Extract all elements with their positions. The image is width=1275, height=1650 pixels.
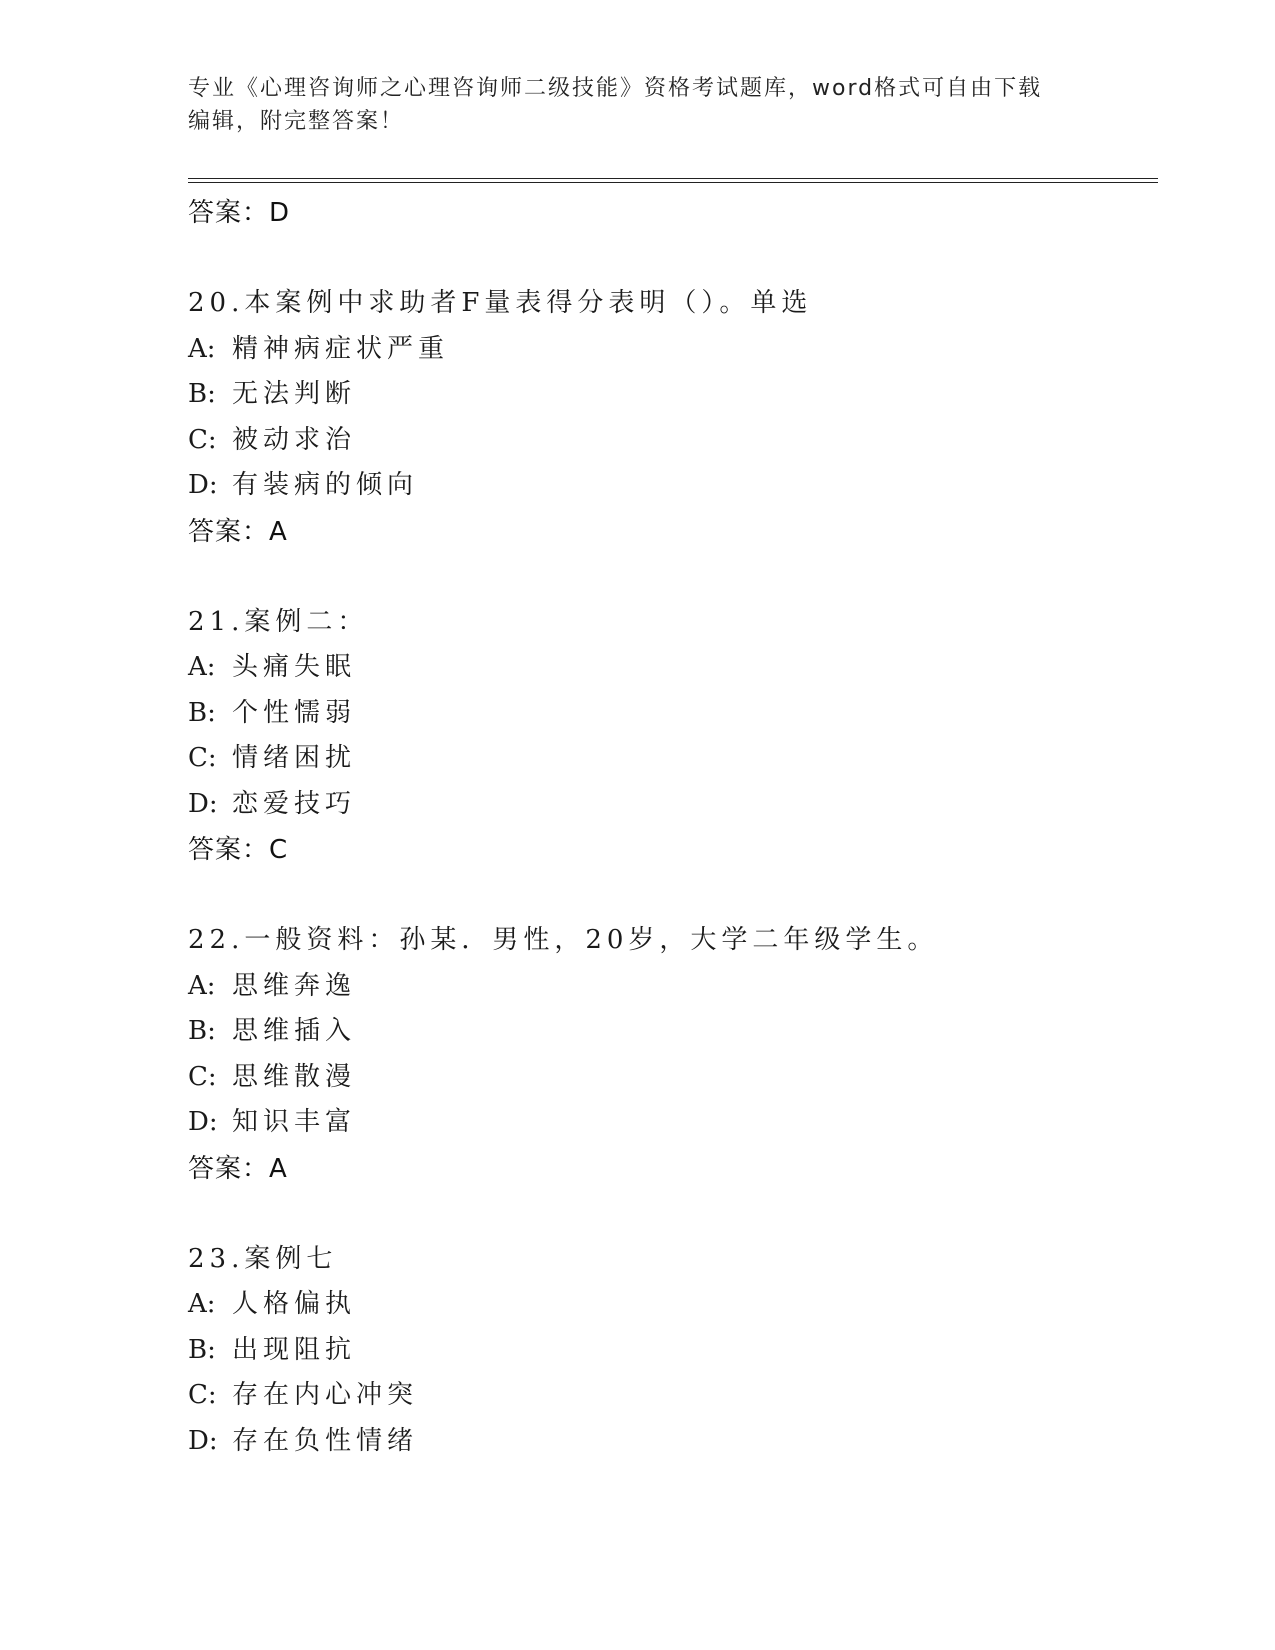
question-list bbox=[188, 190, 1148, 1464]
option-text: 精神病症状严重 bbox=[232, 333, 450, 364]
option-a bbox=[188, 1282, 1148, 1328]
option-text: 头痛失眠 bbox=[232, 652, 357, 682]
option-d bbox=[188, 782, 1148, 828]
option-letter: C: bbox=[188, 424, 217, 455]
question-item bbox=[188, 918, 1148, 1192]
option-text: 个性懦弱 bbox=[232, 697, 357, 728]
option-c bbox=[188, 418, 1148, 464]
option-letter: C: bbox=[188, 1380, 217, 1410]
option-text: 情绪困扰 bbox=[232, 743, 357, 773]
option-letter: B: bbox=[188, 1016, 216, 1046]
header-line-1: 专业《心理咨询师之心理咨询师二级技能》资格考试题库，word格式可自由下载 bbox=[188, 76, 1043, 101]
answer-line: 答案：D bbox=[188, 198, 291, 228]
option-d bbox=[188, 463, 1148, 509]
option-text: 存在内心冲突 bbox=[232, 1380, 419, 1410]
option-text: 出现阻抗 bbox=[232, 1334, 357, 1365]
option-letter: B: bbox=[188, 697, 216, 728]
question-item bbox=[188, 281, 1148, 555]
option-letter: A: bbox=[188, 333, 216, 364]
header-divider-bottom bbox=[188, 182, 1158, 183]
option-text: 有装病的倾向 bbox=[232, 470, 419, 500]
option-text: 思维散漫 bbox=[232, 1061, 357, 1092]
option-text: 思维奔逸 bbox=[232, 970, 357, 1001]
option-letter: C: bbox=[188, 743, 217, 773]
option-b bbox=[188, 372, 1148, 418]
document-header bbox=[188, 72, 1088, 138]
option-letter: C: bbox=[188, 1061, 217, 1092]
option-text: 被动求治 bbox=[232, 424, 357, 455]
option-letter: A: bbox=[188, 970, 216, 1001]
option-letter: D: bbox=[188, 788, 218, 819]
option-text: 思维插入 bbox=[232, 1016, 357, 1046]
question-stem: 23.案例七 bbox=[188, 1243, 338, 1274]
option-letter: A: bbox=[188, 652, 216, 682]
option-letter: D: bbox=[188, 470, 218, 500]
option-b bbox=[188, 691, 1148, 737]
option-c bbox=[188, 736, 1148, 782]
answer-line: 答案：C bbox=[188, 835, 289, 865]
option-b bbox=[188, 1009, 1148, 1055]
option-text: 人格偏执 bbox=[232, 1289, 357, 1319]
option-text: 存在负性情绪 bbox=[232, 1425, 419, 1456]
option-c bbox=[188, 1055, 1148, 1101]
question-stem: 22.一般资料：孙某．男性，20岁，大学二年级学生。 bbox=[188, 925, 939, 955]
option-a bbox=[188, 327, 1148, 373]
question-stem: 20.本案例中求助者F量表得分表明（）。单选 bbox=[188, 288, 813, 318]
option-d bbox=[188, 1100, 1148, 1146]
option-a bbox=[188, 645, 1148, 691]
answer-line: 答案：A bbox=[188, 1153, 288, 1184]
option-text: 知识丰富 bbox=[232, 1107, 357, 1137]
option-d bbox=[188, 1419, 1148, 1465]
option-letter: A: bbox=[188, 1289, 216, 1319]
option-letter: D: bbox=[188, 1425, 218, 1456]
header-line-2: 编辑，附完整答案！ bbox=[188, 109, 405, 134]
option-letter: D: bbox=[188, 1107, 218, 1137]
option-text: 无法判断 bbox=[232, 379, 357, 409]
option-c bbox=[188, 1373, 1148, 1419]
option-text: 恋爱技巧 bbox=[232, 788, 357, 819]
header-divider-top bbox=[188, 178, 1158, 179]
option-letter: B: bbox=[188, 379, 216, 409]
question-item bbox=[188, 600, 1148, 874]
answer-line: 答案：A bbox=[188, 516, 288, 547]
option-a bbox=[188, 964, 1148, 1010]
question-stem: 21.案例二： bbox=[188, 606, 369, 637]
option-b bbox=[188, 1328, 1148, 1374]
question-item bbox=[188, 1237, 1148, 1465]
option-letter: B: bbox=[188, 1334, 216, 1365]
